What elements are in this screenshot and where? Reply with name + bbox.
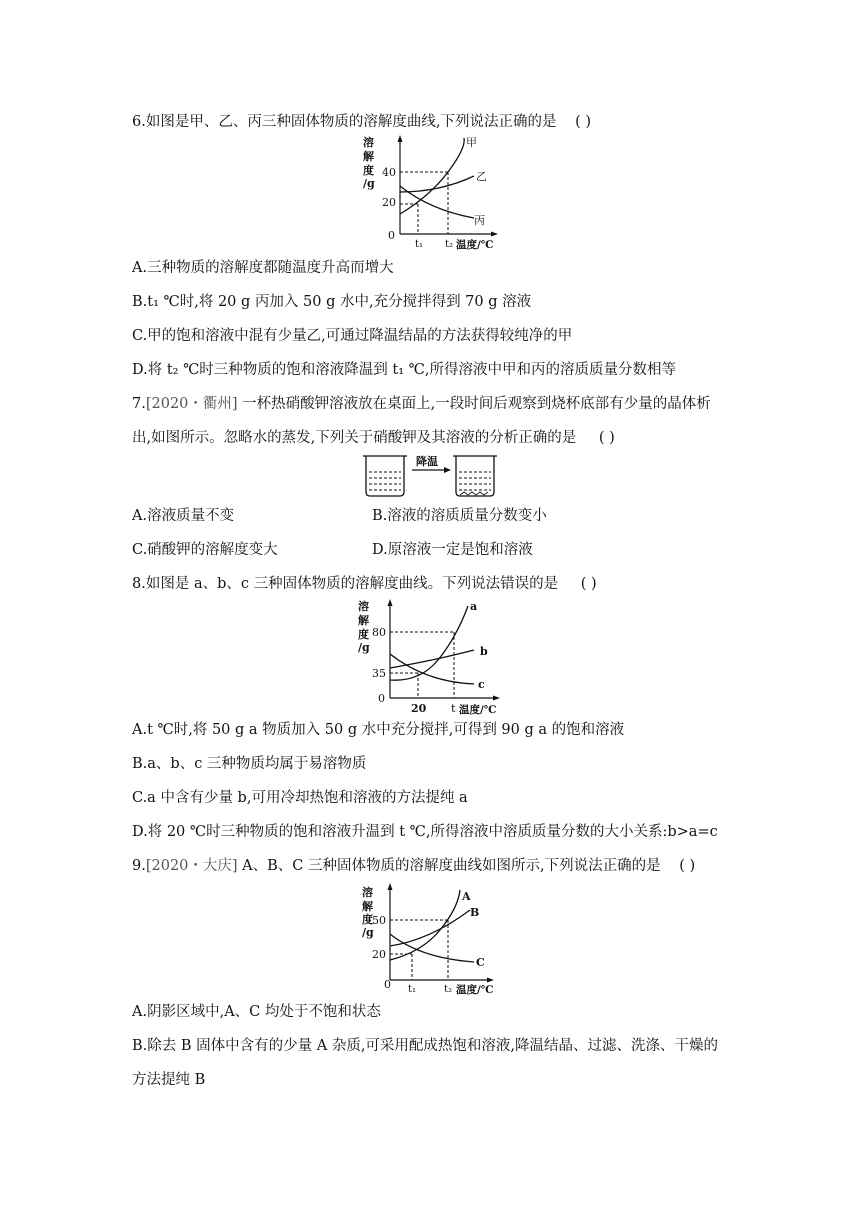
q8-label-b: b [480,645,488,658]
q8-label-a: a [470,600,478,613]
q7-beaker-figure [362,452,498,500]
q7-arrow-head [444,467,451,473]
q7-option-c: C.硝酸钾的溶解度变大 [132,542,278,558]
q7-beaker-left [363,456,407,496]
q6-y-arrow [398,135,403,142]
q8-ylabel-3: 度 [358,628,369,641]
q8-option-c: C.a 中含有少量 b,可用冷却热饱和溶液的方法提纯 a [132,790,468,806]
q9-curve-a [390,890,460,960]
q8-ylabel-4: /g [358,641,370,654]
q8-xtick-20: 20 [411,702,427,715]
q7-stem-2: 出,如图所示。忽略水的蒸发,下列关于硝酸钾及其溶液的分析正确的是 [132,430,577,446]
q9-label-a: A [462,890,471,903]
q6-ytick-20: 20 [382,196,396,209]
q7-option-a: A.溶液质量不变 [132,508,235,524]
q7-option-b: B.溶液的溶质质量分数变小 [372,508,547,524]
q9-solubility-figure [360,882,510,998]
q6-option-c: C.甲的饱和溶液中混有少量乙,可通过降温结晶的方法获得较纯净的甲 [132,328,573,344]
q8-ylabel-2: 解 [358,614,369,627]
q6-xlabel: 温度/℃ [456,239,494,251]
q7-stem-line-1 [132,394,711,414]
q9-number: 9. [132,858,146,874]
q8-ytick-80: 80 [372,626,386,639]
q7-answer-paren: ( ) [598,430,615,446]
q6-label-jia: 甲 [466,136,477,149]
q6-stem: 6.如图是甲、乙、丙三种固体物质的溶解度曲线,下列说法正确的是 [132,114,557,130]
q6-option-d: D.将 t₂ ℃时三种物质的饱和溶液降温到 t₁ ℃,所得溶液中甲和丙的溶质质量分数相等 [132,362,676,378]
q6-ylabel-3: 度 [363,164,374,177]
q9-ylabel-2: 解 [362,900,373,913]
q6-curve-bing [400,186,474,218]
q7-stem-line-2 [132,428,615,448]
q9-source: [2020・大庆] [145,858,238,874]
q9-label-c: C [476,956,485,969]
q6-answer-paren: ( ) [575,114,591,130]
q9-ylabel-3: 度 [362,913,373,926]
q9-ylabel-1: 溶 [362,886,373,899]
q9-stem: A、B、C 三种固体物质的溶解度曲线如图所示,下列说法正确的是 [237,858,661,874]
q6-x-arrow [491,232,498,237]
q9-x-arrow [487,978,494,983]
q9-ytick-0: 0 [384,978,391,991]
q8-label-c: c [478,678,485,691]
q9-option-b: B.除去 B 固体中含有的少量 A 杂质,可采用配成热饱和溶液,降温结晶、过滤、洗涤、干燥的 [132,1038,719,1054]
q9-ylabel-4: /g [362,926,374,939]
q7-beaker-right [453,456,497,496]
q8-solubility-figure [356,598,506,716]
q7-stem-1: 一杯热硝酸钾溶液放在桌面上,一段时间后观察到烧杯底部有少量的晶体析 [237,396,711,412]
q8-ytick-0: 0 [378,692,385,705]
q9-label-b: B [470,906,480,919]
q8-ylabel-1: 溶 [358,600,369,613]
q7-number: 7. [132,396,146,412]
q8-option-a: A.t ℃时,将 50 g a 物质加入 50 g 水中充分搅拌,可得到 90 g a 的饱和溶液 [132,722,625,738]
q6-curve-jia [400,138,464,214]
q8-option-b: B.a、b、c 三种物质均属于易溶物质 [132,756,367,772]
q6-ylabel-4: /g [363,177,375,190]
q6-label-yi: 乙 [476,170,487,183]
q9-option-b-cont: 方法提纯 B [132,1072,206,1088]
q6-stem-line [132,112,591,132]
q9-xtick-t2: t₂ [444,984,453,995]
q6-solubility-figure [360,134,510,252]
q6-label-bing: 丙 [474,214,485,227]
q8-stem-line [132,574,597,594]
q8-xtick-t: t [451,702,456,715]
q8-ylabel [358,599,370,654]
q9-ylabel [362,885,374,939]
q7-option-d: D.原溶液一定是饱和溶液 [372,542,533,558]
q8-x-arrow [493,696,500,701]
q9-ytick-20: 20 [372,948,386,961]
q9-stem-line [132,856,695,876]
q8-answer-paren: ( ) [580,576,597,592]
q8-xlabel: 温度/℃ [459,704,497,716]
q6-ytick-0: 0 [388,229,395,242]
q9-option-a: A.阴影区域中,A、C 均处于不饱和状态 [132,1004,381,1020]
q7-crystals [460,492,488,495]
q8-curve-a [390,606,468,680]
q6-option-b: B.t₁ ℃时,将 20 g 丙加入 50 g 水中,充分搅拌得到 70 g 溶液 [132,294,532,310]
q6-ytick-40: 40 [382,166,396,179]
q6-option-a: A.三种物质的溶解度都随温度升高而增大 [132,260,394,276]
q9-xtick-t1: t₁ [408,984,417,995]
q6-ylabel-2: 解 [363,150,374,163]
q8-stem: 8.如图是 a、b、c 三种固体物质的溶解度曲线。下列说法错误的是 [132,576,559,592]
q6-curve-yi [400,176,474,192]
q6-ylabel-1: 溶 [363,136,374,149]
q9-xlabel: 温度/℃ [456,984,494,996]
q8-y-arrow [388,599,393,606]
q8-ytick-35: 35 [372,667,386,680]
q9-ytick-50: 50 [372,914,386,927]
q6-xtick-t1: t₁ [415,239,424,250]
q8-curve-b [390,650,474,668]
q6-ylabel [363,135,375,190]
q7-arrow-label: 降温 [416,455,438,468]
q6-xtick-t2: t₂ [445,239,454,250]
q7-source: [2020・衢州] [145,396,238,412]
q8-option-d: D.将 20 ℃时三种物质的饱和溶液升温到 t ℃,所得溶液中溶质质量分数的大小关系:b>a=c [132,824,718,840]
q9-answer-paren: ( ) [679,858,696,874]
q9-y-arrow [388,883,393,890]
